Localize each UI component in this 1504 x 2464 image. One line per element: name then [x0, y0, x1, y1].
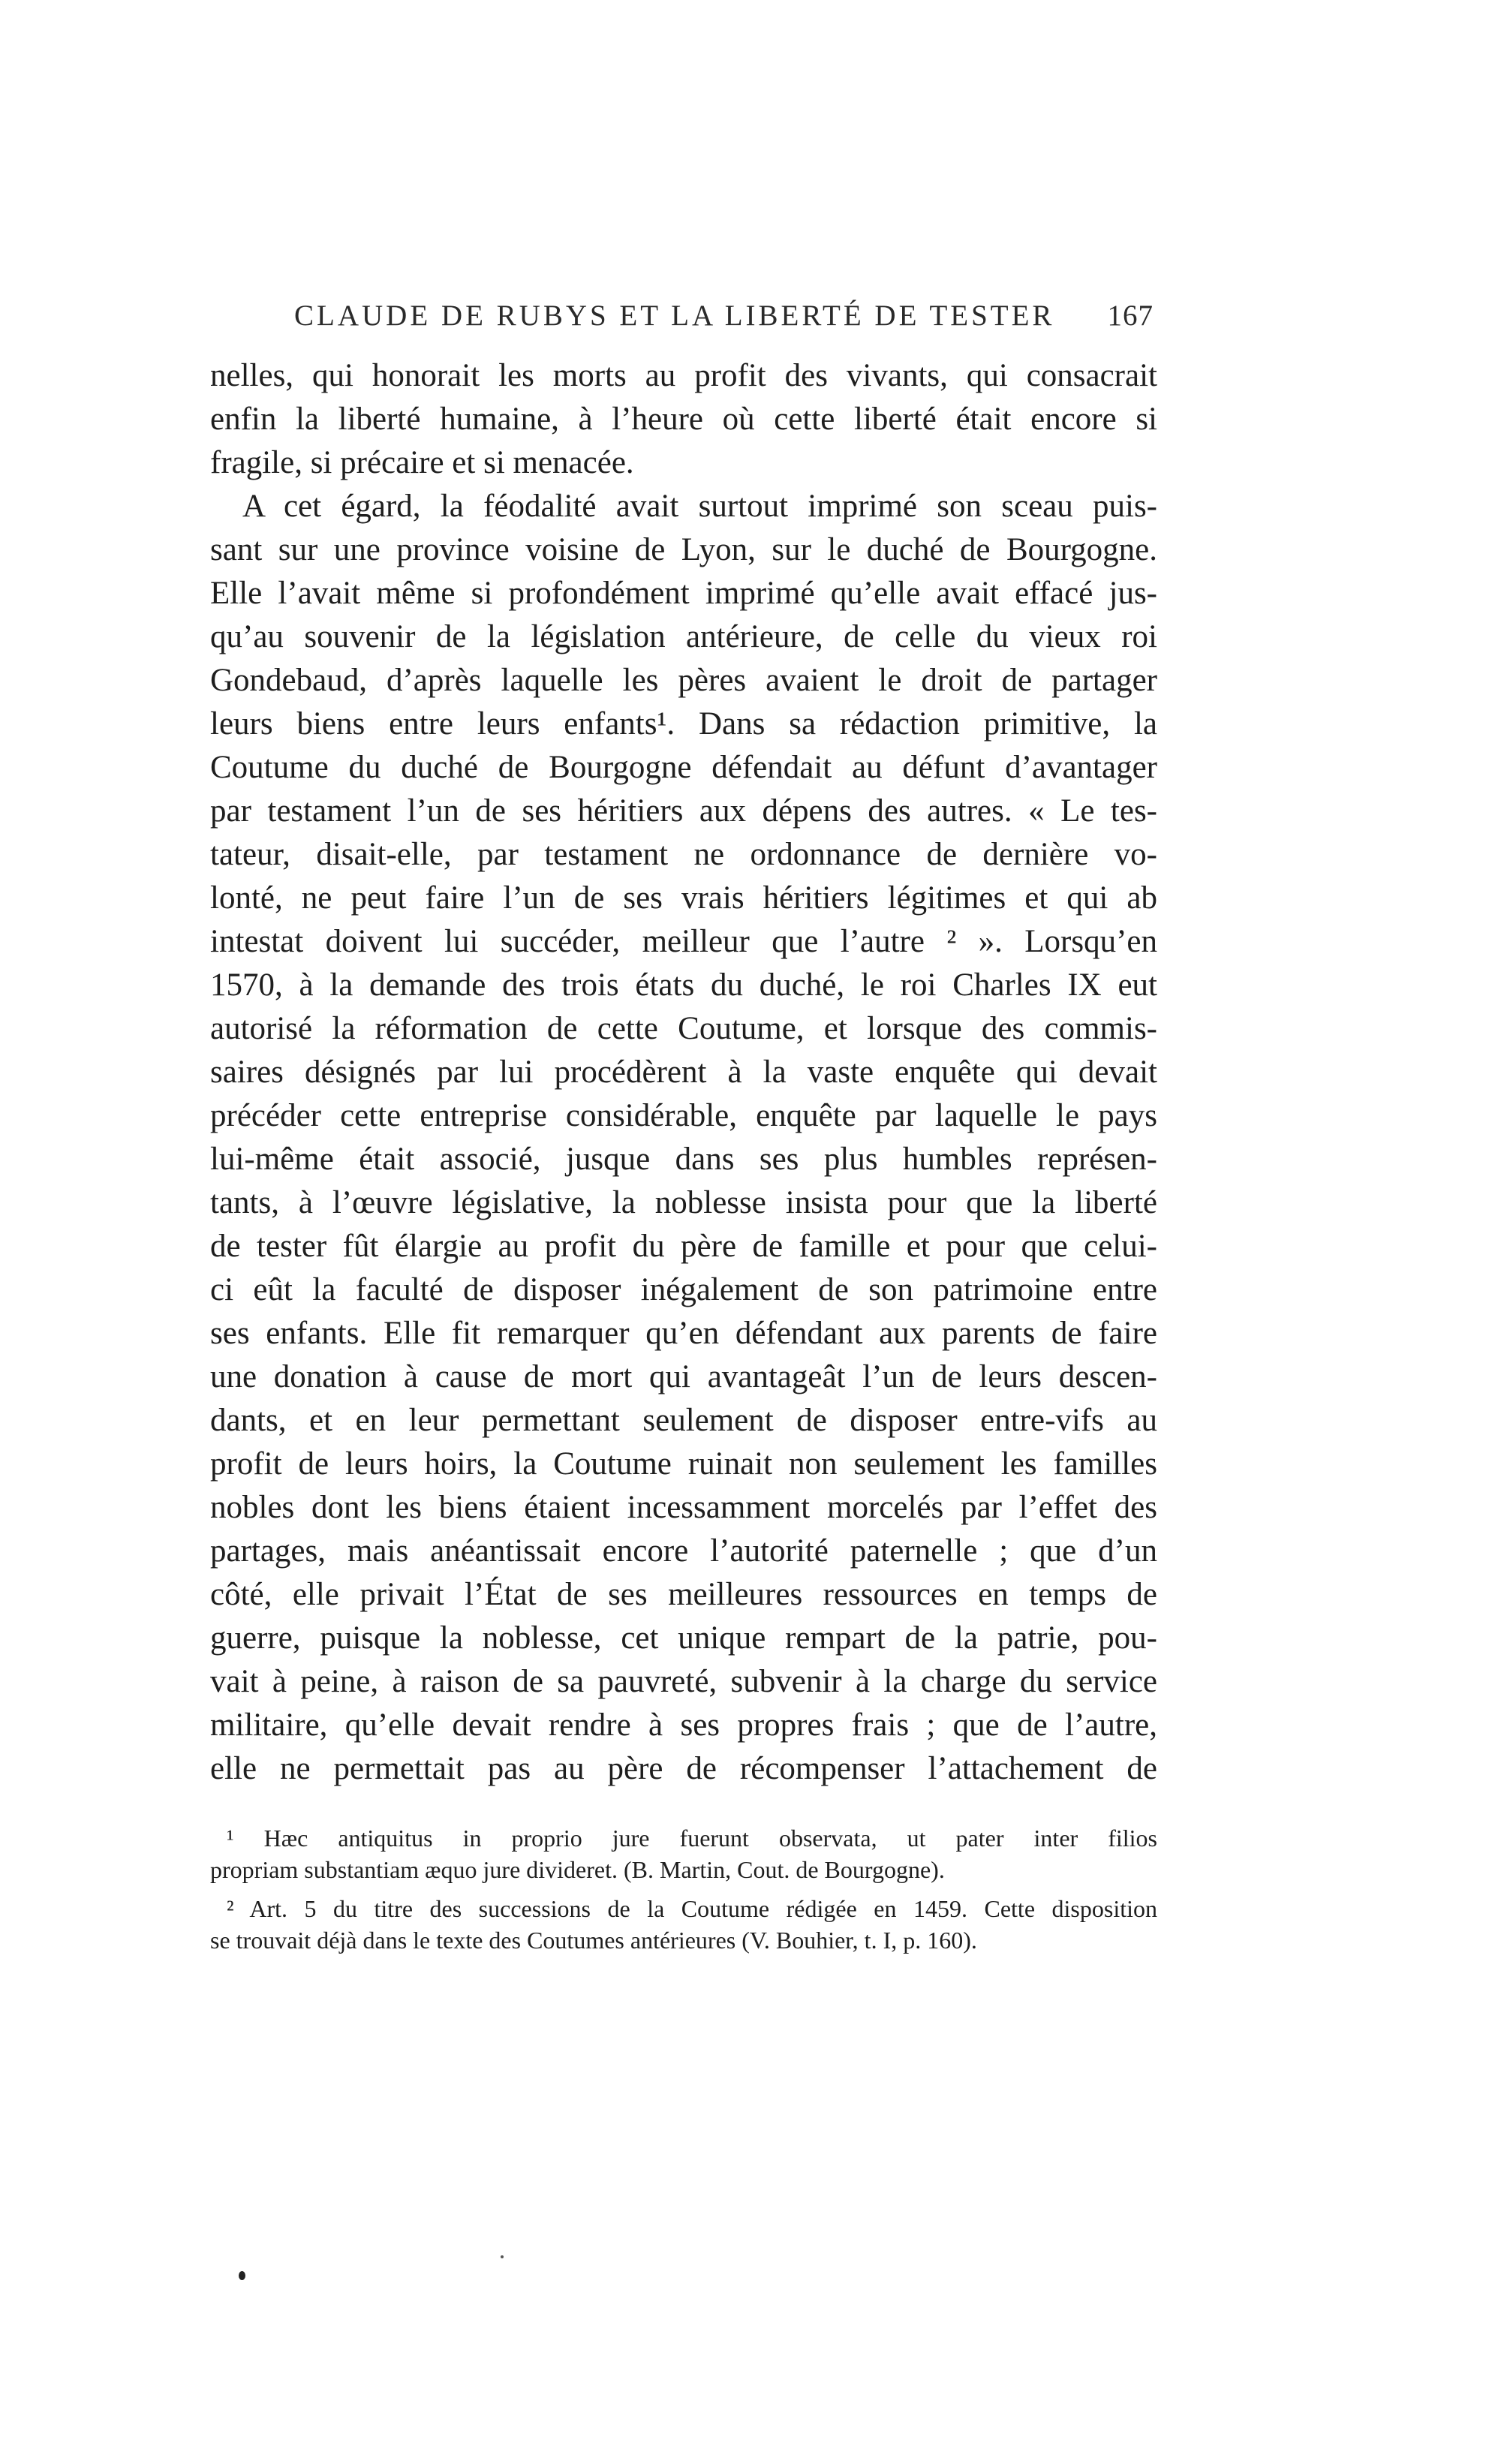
text-line: partages, mais anéantissait encore l’autorité paternelle ; que d’un: [210, 1533, 1157, 1569]
ink-speck: [239, 2271, 245, 2280]
body-text: [210, 354, 1157, 1791]
text-line: de tester fût élargie au profit du père de famille et pour que celui-: [210, 1229, 1157, 1264]
running-head-title: CLAUDE DE RUBYS ET LA LIBERTÉ DE TESTER: [294, 299, 1055, 332]
text-line: Coutume du duché de Bourgogne défendait au défunt d’avantager: [210, 750, 1157, 785]
footnote-2: [210, 1893, 1157, 1956]
footnote-line: propriam substantiam æquo jure divideret. (B. Martin, Cout. de Bourgogne).: [210, 1856, 945, 1883]
text-line: lonté, ne peut faire l’un de ses vrais héritiers légitimes et qui ab: [210, 880, 1157, 916]
text-line: elle ne permettait pas au père de récompenser l’attachement de: [210, 1751, 1157, 1786]
page-number: 167: [1107, 299, 1154, 332]
text-line: ses enfants. Elle fit remarquer qu’en défendant aux parents de faire: [210, 1316, 1157, 1351]
text-line: 1570, à la demande des trois états du duché, le roi Charles IX eut: [210, 967, 1157, 1003]
text-line: sant sur une province voisine de Lyon, sur le duché de Bourgogne.: [210, 532, 1157, 567]
footnote-line: ² Art. 5 du titre des successions de la Coutume rédigée en 1459. Cette disposition: [227, 1895, 1157, 1922]
text-line: tants, à l’œuvre législative, la noblesse insista pour que la liberté: [210, 1185, 1157, 1220]
text-line: intestat doivent lui succéder, meilleur que l’autre ² ». Lorsqu’en: [210, 924, 1157, 959]
text-line: une donation à cause de mort qui avantageât l’un de leurs descen-: [210, 1359, 1157, 1394]
text-line: nobles dont les biens étaient incessamment morcelés par l’effet des: [210, 1490, 1157, 1525]
text-line: Elle l’avait même si profondément imprimé qu’elle avait effacé jus-: [210, 576, 1157, 611]
footnote-line: se trouvait déjà dans le texte des Coutumes antérieures (V. Bouhier, t. I, p. 160).: [210, 1927, 977, 1954]
text-line: militaire, qu’elle devait rendre à ses propres frais ; que de l’autre,: [210, 1707, 1157, 1743]
footnote-line: ¹ Hæc antiquitus in proprio jure fuerunt observata, ut pater inter filios: [227, 1825, 1157, 1852]
text-line: fragile, si précaire et si menacée.: [210, 445, 634, 480]
text-line: ci eût la faculté de disposer inégalement de son patrimoine entre: [210, 1272, 1157, 1307]
ink-speck: [501, 2255, 504, 2258]
text-line: côté, elle privait l’État de ses meilleures ressources en temps de: [210, 1577, 1157, 1612]
running-head: [294, 299, 1154, 344]
text-line: autorisé la réformation de cette Coutume, et lorsque des commis-: [210, 1011, 1157, 1046]
footnotes: [210, 1822, 1157, 1956]
text-line: leurs biens entre leurs enfants¹. Dans sa rédaction primitive, la: [210, 706, 1157, 742]
text-line: vait à peine, à raison de sa pauvreté, subvenir à la charge du service: [210, 1664, 1157, 1699]
text-line: par testament l’un de ses héritiers aux dépens des autres. « Le tes-: [210, 793, 1157, 829]
text-line: profit de leurs hoirs, la Coutume ruinait non seulement les familles: [210, 1446, 1157, 1482]
text-line: Gondebaud, d’après laquelle les pères avaient le droit de partager: [210, 663, 1157, 698]
text-line: guerre, puisque la noblesse, cet unique rempart de la patrie, pou-: [210, 1620, 1157, 1656]
text-line: enfin la liberté humaine, à l’heure où cette liberté était encore si: [210, 402, 1157, 437]
text-line: saires désignés par lui procédèrent à la vaste enquête qui devait: [210, 1054, 1157, 1090]
text-line: nelles, qui honorait les morts au profit des vivants, qui consacrait: [210, 358, 1157, 393]
text-line: qu’au souvenir de la législation antérieure, de celle du vieux roi: [210, 619, 1157, 654]
footnote-1: [210, 1822, 1157, 1885]
text-line: lui-même était associé, jusque dans ses plus humbles représen-: [210, 1142, 1157, 1177]
text-line: tateur, disait-elle, par testament ne ordonnance de dernière vo-: [210, 837, 1157, 872]
text-line: A cet égard, la féodalité avait surtout imprimé son sceau puis-: [242, 489, 1157, 524]
text-line: précéder cette entreprise considérable, enquête par laquelle le pays: [210, 1098, 1157, 1133]
text-line: dants, et en leur permettant seulement de disposer entre-vifs au: [210, 1403, 1157, 1438]
